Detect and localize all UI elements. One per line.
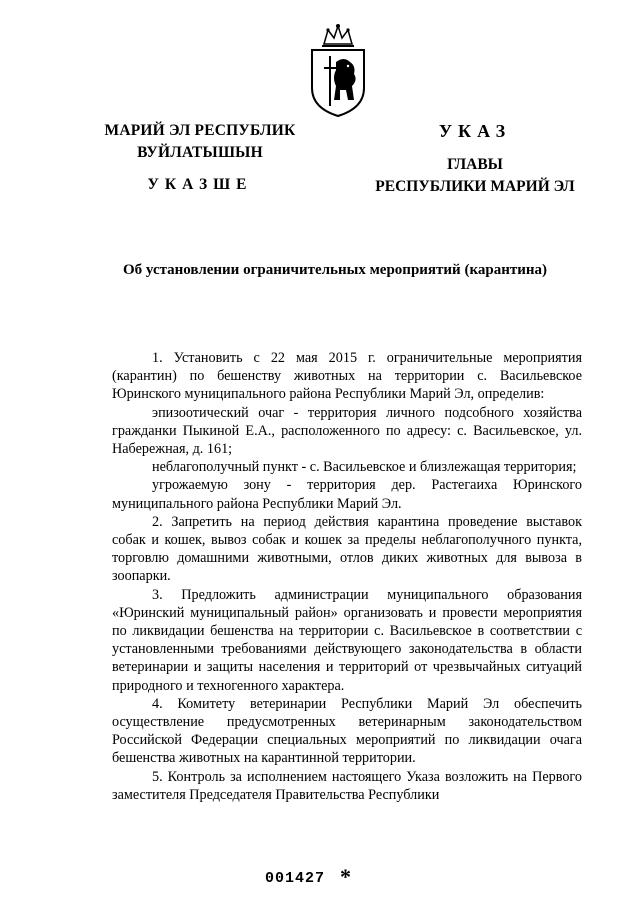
header-left	[100, 120, 300, 196]
paragraph-1c: угрожаемую зону - территория дер. Растегаиха Юринского муниципального района Республики Марий Эл.	[112, 477, 582, 512]
document-serial-number: 001427	[265, 870, 326, 887]
header-left-line3: УКАЗШЕ	[147, 176, 253, 193]
paragraph-1: 1. Установить с 22 мая 2015 г. ограничительные мероприятия (карантин) по бешенству животных на территории с. Васильевское Юринского муниципального района Республики Марий Эл, определив:	[112, 350, 582, 403]
header-left-line1: МАРИЙ ЭЛ РЕСПУБЛИК	[104, 122, 296, 139]
decree-body	[112, 349, 582, 804]
header-right-line2: ГЛАВЫ	[447, 156, 503, 173]
decree-title: Об установлении ограничительных мероприятий (карантина)	[122, 262, 547, 278]
paragraph-1a: эпизоотический очаг - территория личного подсобного хозяйства гражданки Пыкиной Е.А., расположенного по адресу: с. Васильевское, ул. Набережная, д. 161;	[112, 404, 582, 458]
header-left-line2: ВУЙЛАТЫШЫН	[137, 144, 263, 161]
header-right	[355, 120, 595, 198]
paragraph-5: 5. Контроль за исполнением настоящего Указа возложить на Первого заместителя Председателя Правительства Республики	[112, 768, 582, 803]
asterisk-mark: *	[340, 864, 351, 889]
paragraph-3: 3. Предложить администрации муниципального образования «Юринский муниципальный район» организовать и провести мероприятия по ликвидации бешенства на территории с. Васильевское в соответствии с установленными требованиями действующего законодательства в области ветеринарии и защиты населения и территорий от чрезвычайных ситуаций природного и техногенного характера.	[112, 586, 582, 694]
header-right-line3: РЕСПУБЛИКИ МАРИЙ ЭЛ	[375, 178, 575, 195]
paragraph-1b: неблагополучный пункт - с. Васильевское и близлежащая территория;	[152, 459, 577, 476]
paragraph-2: 2. Запретить на период действия карантина проведение выставок собак и кошек, вывоз собак и кошек за пределы неблагополучного пункта, торговлю домашними животными, отлов диких животных для вывоза в зоопарки.	[112, 513, 582, 585]
coat-of-arms-emblem	[306, 22, 370, 118]
paragraph-4: 4. Комитету ветеринарии Республики Марий Эл обеспечить осуществление предусмотренных ветеринарным законодательством Российской Федерации специальных мероприятий по ликвидации очага бешенства животных на карантинной территории.	[112, 695, 582, 767]
header-right-line1: УКАЗ	[438, 121, 512, 141]
